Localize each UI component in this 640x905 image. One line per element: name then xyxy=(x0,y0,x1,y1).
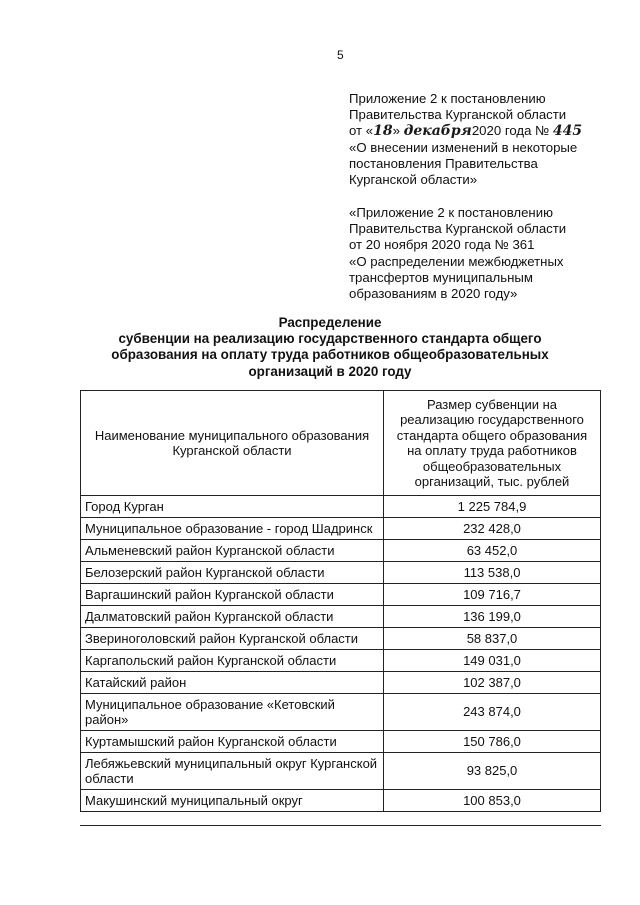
municipality-name-cell: Звериноголовский район Курганской области xyxy=(81,628,384,650)
heading-line2: субвенции на реализацию государственного стандарта общего xyxy=(118,331,542,347)
table-row xyxy=(81,672,601,694)
date-prefix: от « xyxy=(349,123,374,139)
table-row xyxy=(81,694,601,731)
municipality-name-cell: Макушинский муниципальный округ xyxy=(81,790,384,812)
subvention-amount-cell: 100 853,0 xyxy=(384,790,601,812)
annex-previous-line2: Правительства Курганской области xyxy=(349,221,567,237)
subvention-amount-cell: 58 837,0 xyxy=(384,628,601,650)
table-row xyxy=(81,518,601,540)
annex-current-line1: Приложение 2 к постановлению xyxy=(349,91,546,106)
annex-previous-line1: «Приложение 2 к постановлению xyxy=(349,205,553,220)
subvention-amount-cell: 63 452,0 xyxy=(384,540,601,562)
annex-current-line4: «О внесении изменений в некоторые xyxy=(349,139,578,155)
municipality-name-cell: Лебяжьевский муниципальный округ Курганской области xyxy=(81,753,384,790)
heading-line4: организаций в 2020 году xyxy=(248,363,412,379)
table-row xyxy=(81,790,601,812)
municipality-name-cell: Катайский район xyxy=(81,672,384,694)
subvention-amount-cell: 149 031,0 xyxy=(384,650,601,672)
municipality-name-cell: Город Курган xyxy=(81,496,384,518)
distribution-table xyxy=(80,390,601,812)
annex-current-line3 xyxy=(349,123,582,139)
table-row xyxy=(81,650,601,672)
municipality-name-cell: Куртамышский район Курганской области xyxy=(81,731,384,753)
table-header-row xyxy=(81,391,601,496)
document-heading xyxy=(80,315,580,380)
subvention-amount-cell: 1 225 784,9 xyxy=(384,496,601,518)
header-amount-cell: Размер субвенции на реализацию государственного стандарта общего образования на оплату труда работников общеобразовательных организаций, тыс. рублей xyxy=(384,391,601,496)
annex-previous xyxy=(349,205,566,302)
header-name-cell: Наименование муниципального образования Курганской области xyxy=(81,391,384,496)
table-row xyxy=(81,496,601,518)
subvention-amount-cell: 102 387,0 xyxy=(384,672,601,694)
heading-line3: образования на оплату труда работников общеобразовательных xyxy=(111,347,549,363)
annex-previous-line6: образованиям в 2020 году» xyxy=(349,286,518,302)
heading-line1: Распределение xyxy=(278,315,382,330)
municipality-name-cell: Далматовский район Курганской области xyxy=(81,606,384,628)
annex-current-line5: постановления Правительства xyxy=(349,155,538,171)
municipality-name-cell: Варгашинский район Курганской области xyxy=(81,584,384,606)
municipality-name-cell: Альменевский район Курганской области xyxy=(81,540,384,562)
page-number: 5 xyxy=(337,48,344,62)
table-row xyxy=(81,584,601,606)
table-row xyxy=(81,540,601,562)
table-row xyxy=(81,606,601,628)
subvention-amount-cell: 232 428,0 xyxy=(384,518,601,540)
table-row xyxy=(81,753,601,790)
table-row xyxy=(81,731,601,753)
annex-previous-line3: от 20 ноября 2020 года № 361 xyxy=(349,237,535,253)
table-bottom-border xyxy=(80,825,601,826)
annex-previous-line4: «О распределении межбюджетных xyxy=(349,253,564,269)
handwritten-day: 18 xyxy=(373,123,393,140)
date-year: 2020 года № xyxy=(471,123,550,139)
subvention-amount-cell: 93 825,0 xyxy=(384,753,601,790)
annex-previous-line5: трансфертов муниципальным xyxy=(349,269,533,285)
table-row xyxy=(81,562,601,584)
annex-current-line6: Курганской области» xyxy=(349,172,478,188)
subvention-amount-cell: 109 716,7 xyxy=(384,584,601,606)
table-body xyxy=(81,496,601,812)
subvention-amount-cell: 150 786,0 xyxy=(384,731,601,753)
municipality-name-cell: Муниципальное образование «Кетовский район» xyxy=(81,694,384,731)
date-mid: » xyxy=(392,123,404,139)
annex-current-line2: Правительства Курганской области xyxy=(349,107,567,123)
municipality-name-cell: Каргапольский район Курганской области xyxy=(81,650,384,672)
handwritten-number: 445 xyxy=(552,123,583,140)
subvention-amount-cell: 243 874,0 xyxy=(384,694,601,731)
handwritten-month: декабря xyxy=(403,123,472,140)
table-row xyxy=(81,628,601,650)
annex-current xyxy=(349,91,582,188)
municipality-name-cell: Белозерский район Курганской области xyxy=(81,562,384,584)
subvention-amount-cell: 113 538,0 xyxy=(384,562,601,584)
subvention-amount-cell: 136 199,0 xyxy=(384,606,601,628)
municipality-name-cell: Муниципальное образование - город Шадринск xyxy=(81,518,384,540)
